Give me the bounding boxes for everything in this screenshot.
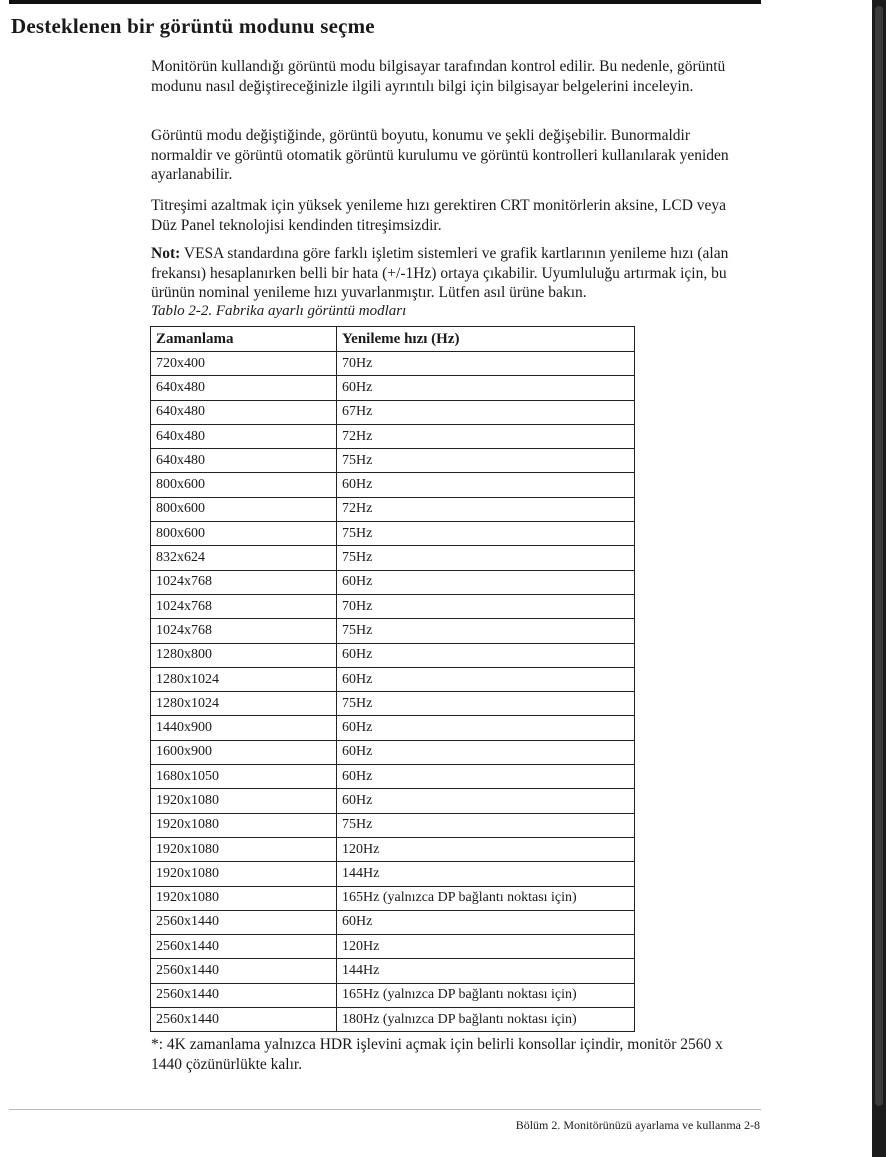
table-row bbox=[151, 546, 635, 570]
timing-cell: 2560x1440 bbox=[151, 983, 337, 1007]
timing-cell: 1440x900 bbox=[151, 716, 337, 740]
footnote: *: 4K zamanlama yalnızca HDR işlevini açmak için belirli konsollar içindir, monitör 2560 x 1440 çözünürlükte kalır. bbox=[151, 1036, 723, 1073]
paragraph-2: Görüntü modu değiştiğinde, görüntü boyutu, konumu ve şekli değişebilir. Bunormaldir normaldir ve görüntü otomatik görüntü kurulumu ve görüntü kontrolleri kullanılarak yeniden ayarlanabilir. bbox=[151, 127, 729, 183]
table-row bbox=[151, 935, 635, 959]
refresh-rate-cell: 60Hz bbox=[337, 910, 635, 934]
table-row bbox=[151, 667, 635, 691]
refresh-rate-cell: 75Hz bbox=[337, 522, 635, 546]
table-row bbox=[151, 862, 635, 886]
table-row bbox=[151, 497, 635, 521]
refresh-rate-cell: 180Hz (yalnızca DP bağlantı noktası için) bbox=[337, 1008, 635, 1032]
table-row bbox=[151, 352, 635, 376]
timing-cell: 640x480 bbox=[151, 449, 337, 473]
table-row bbox=[151, 449, 635, 473]
timing-cell: 1024x768 bbox=[151, 594, 337, 618]
timing-cell: 832x624 bbox=[151, 546, 337, 570]
top-rule bbox=[9, 0, 761, 4]
timing-cell: 640x480 bbox=[151, 376, 337, 400]
timing-cell: 1600x900 bbox=[151, 740, 337, 764]
table-row bbox=[151, 619, 635, 643]
refresh-rate-cell: 60Hz bbox=[337, 473, 635, 497]
display-modes-table bbox=[150, 326, 635, 1032]
table-row bbox=[151, 692, 635, 716]
section-heading: Desteklenen bir görüntü modunu seçme bbox=[11, 14, 375, 38]
table-header-row bbox=[151, 327, 635, 352]
table-row bbox=[151, 886, 635, 910]
timing-cell: 640x480 bbox=[151, 424, 337, 448]
table-row bbox=[151, 400, 635, 424]
scroll-thumb[interactable] bbox=[875, 6, 883, 1106]
refresh-rate-cell: 60Hz bbox=[337, 376, 635, 400]
timing-cell: 1024x768 bbox=[151, 570, 337, 594]
table-body bbox=[151, 352, 635, 1032]
table-row bbox=[151, 959, 635, 983]
table-row bbox=[151, 910, 635, 934]
refresh-rate-cell: 60Hz bbox=[337, 789, 635, 813]
timing-cell: 800x600 bbox=[151, 497, 337, 521]
timing-cell: 1024x768 bbox=[151, 619, 337, 643]
timing-cell: 2560x1440 bbox=[151, 935, 337, 959]
table-row bbox=[151, 813, 635, 837]
timing-cell: 2560x1440 bbox=[151, 1008, 337, 1032]
table-row bbox=[151, 473, 635, 497]
refresh-rate-cell: 165Hz (yalnızca DP bağlantı noktası için) bbox=[337, 983, 635, 1007]
timing-cell: 1280x800 bbox=[151, 643, 337, 667]
table-caption: Tablo 2-2. Fabrika ayarlı görüntü modları bbox=[151, 303, 407, 319]
table-row bbox=[151, 570, 635, 594]
refresh-rate-cell: 75Hz bbox=[337, 449, 635, 473]
timing-cell: 640x480 bbox=[151, 400, 337, 424]
refresh-rate-cell: 70Hz bbox=[337, 594, 635, 618]
refresh-rate-cell: 75Hz bbox=[337, 619, 635, 643]
timing-cell: 1920x1080 bbox=[151, 886, 337, 910]
table-row bbox=[151, 522, 635, 546]
footer-rule bbox=[9, 1109, 761, 1110]
refresh-rate-cell: 75Hz bbox=[337, 813, 635, 837]
table-row bbox=[151, 376, 635, 400]
header-timing: Zamanlama bbox=[151, 327, 337, 352]
refresh-rate-cell: 144Hz bbox=[337, 862, 635, 886]
refresh-rate-cell: 75Hz bbox=[337, 692, 635, 716]
table-row bbox=[151, 789, 635, 813]
timing-cell: 800x600 bbox=[151, 522, 337, 546]
timing-cell: 1280x1024 bbox=[151, 692, 337, 716]
refresh-rate-cell: 60Hz bbox=[337, 643, 635, 667]
table-row bbox=[151, 424, 635, 448]
timing-cell: 1920x1080 bbox=[151, 813, 337, 837]
refresh-rate-cell: 60Hz bbox=[337, 765, 635, 789]
refresh-rate-cell: 60Hz bbox=[337, 667, 635, 691]
refresh-rate-cell: 60Hz bbox=[337, 740, 635, 764]
timing-cell: 1680x1050 bbox=[151, 765, 337, 789]
timing-cell: 1920x1080 bbox=[151, 862, 337, 886]
refresh-rate-cell: 60Hz bbox=[337, 570, 635, 594]
timing-cell: 2560x1440 bbox=[151, 910, 337, 934]
refresh-rate-cell: 120Hz bbox=[337, 837, 635, 861]
paragraph-3: Titreşimi azaltmak için yüksek yenileme hızı gerektiren CRT monitörlerin aksine, LCD veya Düz Panel teknolojisi kendinden titreşimsizdir. bbox=[151, 197, 727, 234]
timing-cell: 720x400 bbox=[151, 352, 337, 376]
scrollbar[interactable] bbox=[872, 0, 886, 1157]
table-row bbox=[151, 716, 635, 740]
refresh-rate-cell: 72Hz bbox=[337, 424, 635, 448]
table-row bbox=[151, 983, 635, 1007]
refresh-rate-cell: 165Hz (yalnızca DP bağlantı noktası için) bbox=[337, 886, 635, 910]
page-footer: Bölüm 2. Monitörünüzü ayarlama ve kullanma 2-8 bbox=[515, 1118, 760, 1132]
table-row bbox=[151, 740, 635, 764]
timing-cell: 800x600 bbox=[151, 473, 337, 497]
timing-cell: 2560x1440 bbox=[151, 959, 337, 983]
refresh-rate-cell: 60Hz bbox=[337, 716, 635, 740]
paragraph-1: Monitörün kullandığı görüntü modu bilgisayar tarafından kontrol edilir. Bu nedenle, görüntü modunu nasıl değiştireceğinizle ilgili ayrıntılı bilgi için bilgisayar belgelerini inceleyin. bbox=[151, 58, 726, 95]
timing-cell: 1920x1080 bbox=[151, 789, 337, 813]
table-row bbox=[151, 837, 635, 861]
table-row bbox=[151, 1008, 635, 1032]
table-row bbox=[151, 643, 635, 667]
refresh-rate-cell: 67Hz bbox=[337, 400, 635, 424]
refresh-rate-cell: 120Hz bbox=[337, 935, 635, 959]
header-refresh-rate: Yenileme hızı (Hz) bbox=[337, 327, 635, 352]
note-paragraph bbox=[151, 244, 751, 303]
timing-cell: 1920x1080 bbox=[151, 837, 337, 861]
refresh-rate-cell: 70Hz bbox=[337, 352, 635, 376]
note-label: Not: bbox=[151, 245, 181, 262]
note-text: VESA standardına göre farklı işletim sistemleri ve grafik kartlarının yenileme hızı (alan frekansı) hesaplanırken belli bir hata (+/-1Hz) ortaya çıkabilir. Uyumluluğu artırmak için, bu ürünün nominal yenileme hızı yuvarlanmıştır. Lütfen asıl ürüne bakın. bbox=[151, 245, 729, 301]
timing-cell: 1280x1024 bbox=[151, 667, 337, 691]
refresh-rate-cell: 75Hz bbox=[337, 546, 635, 570]
table-row bbox=[151, 594, 635, 618]
refresh-rate-cell: 72Hz bbox=[337, 497, 635, 521]
refresh-rate-cell: 144Hz bbox=[337, 959, 635, 983]
table-row bbox=[151, 765, 635, 789]
